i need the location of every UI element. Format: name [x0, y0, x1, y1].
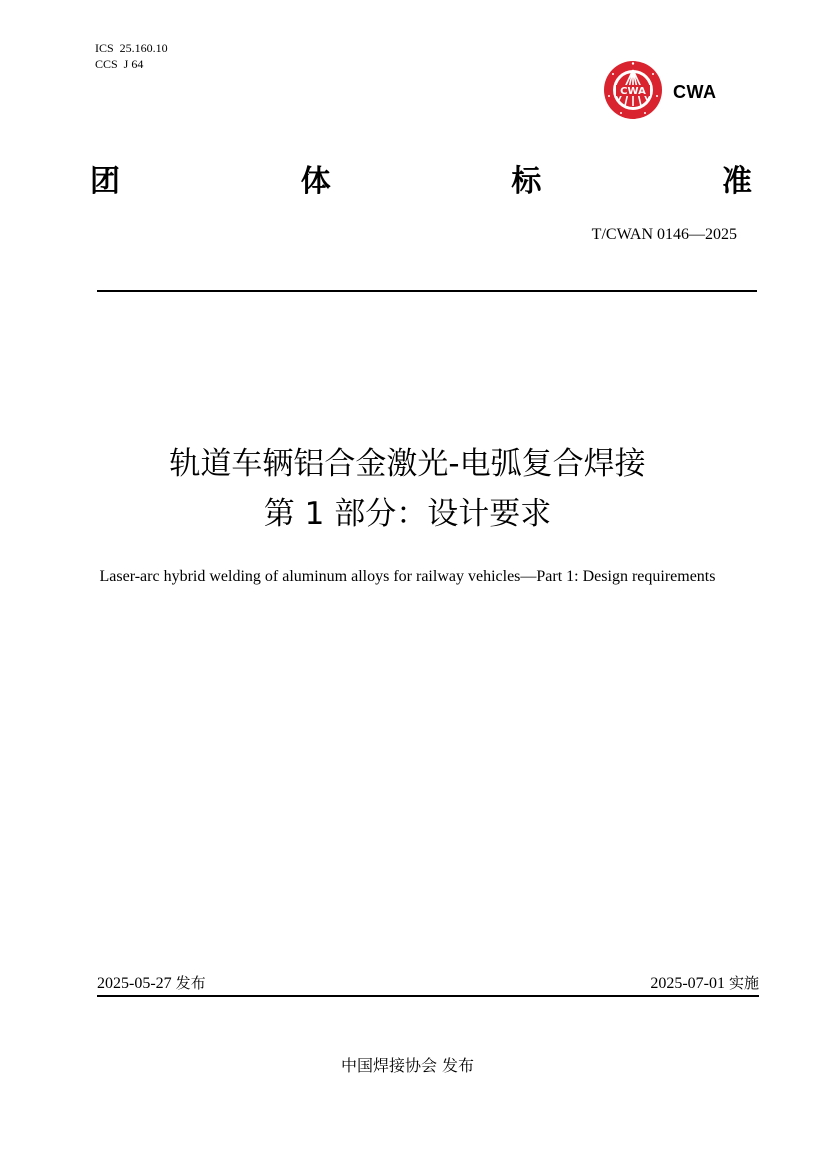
title-cn-line2: 第 1 部分：设计要求 [263, 496, 552, 532]
classification-codes [95, 40, 168, 72]
publish-date [97, 972, 206, 993]
ccs-code: CCS J 64 [95, 57, 144, 71]
cwa-logo-text: CWA [673, 82, 717, 102]
standard-type-char: 准 [721, 164, 752, 199]
svg-text:CWA: CWA [620, 86, 646, 97]
standard-type-char: 体 [300, 164, 331, 199]
publish-label: 发布 [175, 974, 206, 992]
footer-divider [97, 995, 759, 997]
publish-date-value: 2025-05-27 [97, 975, 172, 992]
ics-code: ICS 25.160.10 [95, 41, 168, 55]
standard-type-char: 标 [511, 164, 542, 199]
standard-type-char: 团 [90, 164, 120, 199]
implement-date-value: 2025-07-01 [650, 975, 725, 992]
title-cn-line1: 轨道车辆铝合金激光-电弧复合焊接 [169, 446, 646, 482]
title-en: Laser-arc hybrid welding of aluminum alloys for railway vehicles—Part 1: Design requirements [99, 568, 716, 585]
cwa-logo-icon [603, 60, 663, 120]
implement-label: 实施 [728, 974, 759, 992]
publisher: 中国焊接协会 发布 [340, 1056, 475, 1075]
implement-date [650, 972, 759, 993]
standard-number: T/CWAN 0146—2025 [591, 226, 737, 243]
header-divider [97, 290, 757, 292]
standard-type-heading [90, 156, 752, 200]
